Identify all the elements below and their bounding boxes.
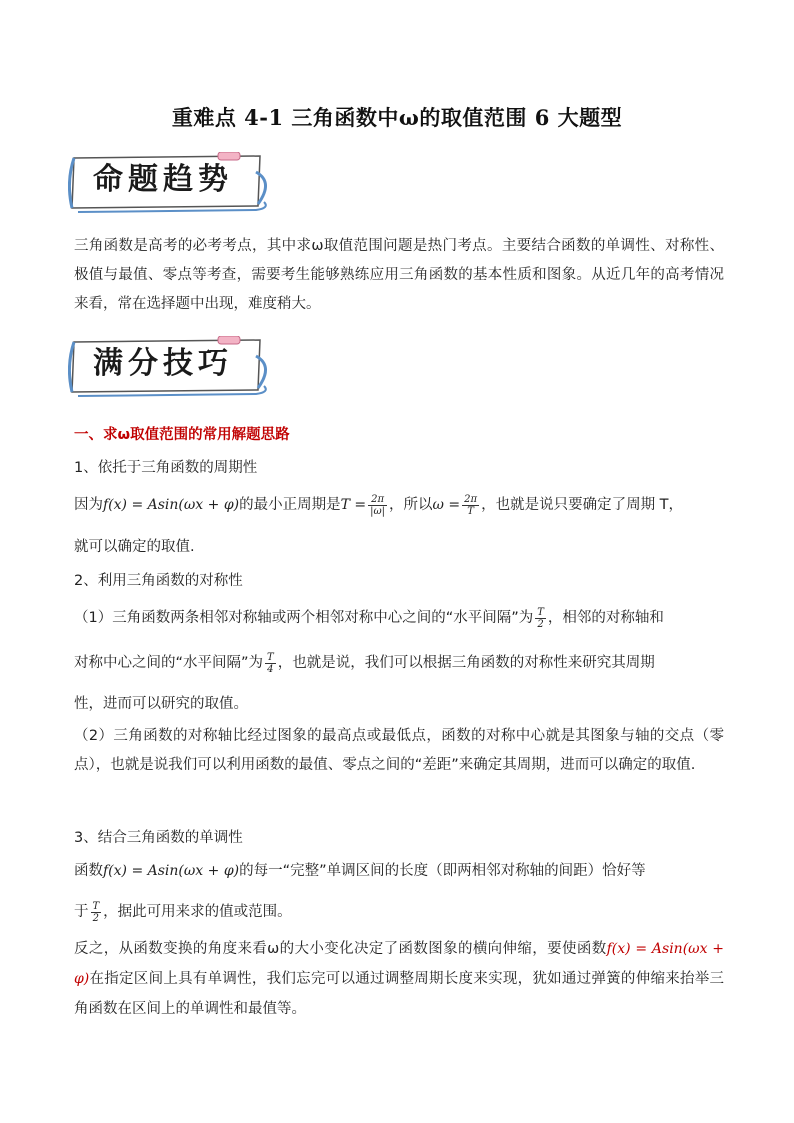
banner-trend: [68, 152, 268, 214]
fraction: [91, 901, 102, 924]
paragraph-1-line-1: [74, 490, 724, 520]
text-run: ，据此可用来求的值或范围。: [103, 904, 292, 920]
text-run: 于: [74, 904, 89, 920]
banner-trend-label: 命题趋势: [93, 162, 233, 197]
document-title: 重难点 4-1 三角函数中ω的取值范围 6 大题型: [171, 105, 623, 130]
formula: f(x) = Asin(ωx + φ): [103, 497, 240, 513]
text-run: 对称中心之间的“水平间隔”为: [74, 655, 264, 671]
paragraph-2-line-3: 性，进而可以研究的取值。: [74, 696, 248, 712]
banner-skills-label: 满分技巧: [93, 346, 233, 381]
fraction-denominator: 2: [92, 912, 100, 924]
fraction-denominator: 2: [537, 618, 544, 630]
subheading-1: 1、依托于三角函数的周期性: [74, 460, 258, 476]
fraction-numerator: 2π: [368, 494, 387, 506]
text-run: ，相邻的对称轴和: [547, 610, 664, 626]
fraction: [265, 652, 276, 675]
formula: f(x) = Asin(ωx + φ): [103, 863, 240, 879]
text-run: ，也就是说只要确定了周期 T，: [481, 497, 684, 513]
formula-highlight: f(x) = Asin(ωx + φ): [74, 941, 725, 987]
text-run: 反之，从函数变换的角度来看ω的大小变化决定了函数图象的横向伸缩，要使函数: [74, 941, 607, 957]
fraction-numerator: T: [92, 900, 100, 912]
banner-skills: [68, 336, 268, 398]
fraction-numerator: T: [267, 651, 274, 663]
text-run: 的最小正周期是: [239, 497, 341, 513]
formula: T =: [340, 497, 367, 513]
paragraph-2-line-2: [74, 648, 724, 678]
text-run: 函数: [74, 863, 103, 879]
paragraph-4-line-1: [74, 856, 724, 886]
subheading-3: 3、结合三角函数的单调性: [74, 830, 243, 846]
paragraph-1-line-2: 就可以确定的取值.: [74, 539, 195, 555]
section-heading: 一、求ω取值范围的常用解题思路: [74, 427, 290, 443]
intro-paragraph: 三角函数是高考的必考考点，其中求ω取值范围问题是热门考点。主要结合函数的单调性、对称性、极值与最值、零点等考查，需要考生能够熟练应用三角函数的基本性质和图象。从近几年的高考情况来看，常在选择题中出现，难度稍大。: [74, 238, 724, 312]
formula: ω =: [432, 497, 461, 513]
paragraph-2-line-1: [74, 603, 724, 633]
fraction: [462, 494, 479, 517]
text-run: 因为: [74, 497, 103, 513]
text-run: （1）三角函数两条相邻对称轴或两个相邻对称中心之间的“水平间隔”为: [74, 610, 534, 626]
text-run: ，所以: [389, 497, 433, 513]
paragraph-5: [74, 934, 724, 1024]
fraction-numerator: 2π: [464, 493, 478, 505]
fraction: [535, 607, 546, 630]
paragraph-3: （2）三角函数的对称轴比经过图象的最高点或最低点，函数的对称中心就是其图象与轴的交点（零点），也就是说我们可以利用函数的最值、零点之间的“差距”来确定其周期，进而可以确定的取值.: [74, 728, 724, 773]
fraction-numerator: T: [537, 606, 544, 618]
text-run: ，也就是说，我们可以根据三角函数的对称性来研究其周期: [277, 655, 655, 671]
fraction-denominator: 4: [267, 663, 274, 675]
fraction-denominator: |ω|: [370, 505, 386, 517]
text-run: 的每一“完整”单调区间的长度（即两相邻对称轴的间距）恰好等: [239, 863, 646, 879]
paragraph-4-line-2: [74, 897, 724, 927]
fraction: [368, 494, 387, 517]
text-run: 在指定区间上具有单调性，我们忘完可以通过调整周期长度来实现，犹如通过弹簧的伸缩来抬举三角函数在区间上的单调性和最值等。: [74, 971, 724, 1017]
subheading-2: 2、利用三角函数的对称性: [74, 573, 243, 589]
fraction-denominator: T: [467, 505, 474, 517]
